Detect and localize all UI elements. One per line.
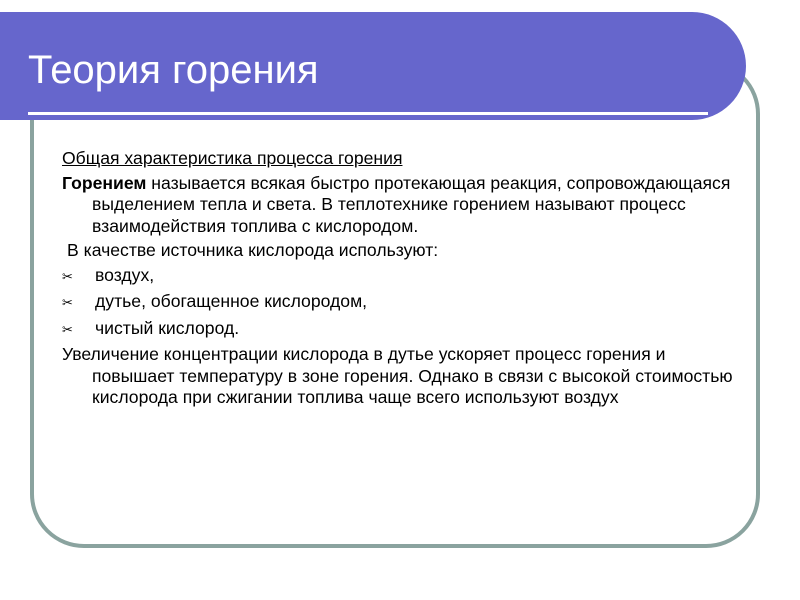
oxygen-sources-list	[62, 265, 752, 340]
list-item	[62, 318, 752, 340]
slide-title: Теория горения	[28, 48, 319, 92]
scissors-icon: ✂	[62, 268, 73, 284]
sources-intro: В качестве источника кислорода используют:	[67, 240, 439, 260]
scissors-icon: ✂	[62, 321, 73, 337]
title-underline	[28, 112, 708, 115]
list-item-text: воздух,	[95, 264, 155, 285]
definition-term: Горением	[62, 172, 147, 193]
definition-text: называется всякая быстро протекающая реакция, сопровождающаяся выделением тепла и света. В теплотехнике горением называют процесс взаимодействия топлива с кислородом.	[92, 172, 731, 236]
scissors-icon: ✂	[62, 295, 73, 310]
list-item	[62, 265, 752, 287]
section-heading	[62, 148, 752, 170]
section-heading-text: Общая характеристика процесса горения	[62, 148, 403, 168]
list-item	[62, 291, 752, 313]
definition-paragraph	[62, 173, 752, 238]
list-item-text: чистый кислород.	[95, 317, 240, 338]
title-bar	[0, 12, 746, 120]
slide-body	[62, 148, 752, 412]
list-item-text: дутье, обогащенное кислородом,	[95, 291, 368, 311]
conclusion-paragraph: Увеличение концентрации кислорода в дутье ускоряет процесс горения и повышает температуру в зоне горения. Однако в связи с высокой стоимостью кислорода при сжигании топлива чаще всего используют воздух	[62, 344, 733, 407]
